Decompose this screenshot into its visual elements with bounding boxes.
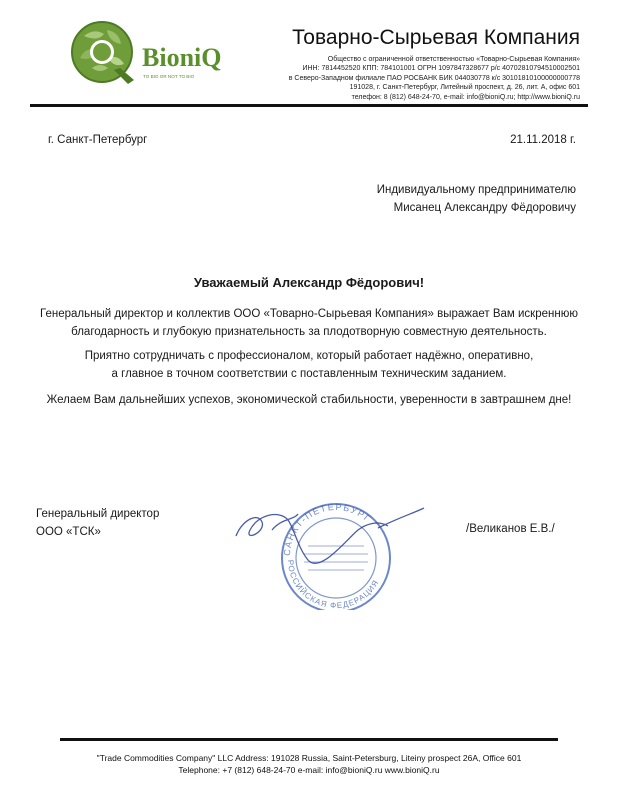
company-name: Товарно-Сырьевая Компания: [292, 26, 580, 49]
company-details: [289, 55, 580, 102]
logo-wordmark: BioniQ: [142, 43, 222, 72]
paragraph-line: Желаем Вам дальнейших успехов, экономической стабильности, уверенности в завтрашнем дне!: [46, 394, 572, 406]
signatory-company: ООО «ТСК»: [36, 526, 101, 538]
signatory-title: [36, 505, 159, 541]
recipient-line: Мисанец Александру Фёдоровичу: [393, 202, 576, 214]
letter-paragraph: [30, 347, 588, 383]
footer-divider: [60, 738, 558, 741]
letter-date: 21.11.2018 г.: [510, 134, 576, 146]
signatory-position: Генеральный директор: [36, 508, 160, 520]
leaf-q-icon: [72, 22, 134, 84]
recipient-block: [377, 181, 576, 217]
recipient-line: Индивидуальному предпринимателю: [376, 184, 576, 196]
letter-city: г. Санкт-Петербург: [48, 134, 148, 146]
header-divider: [30, 104, 588, 107]
company-details-line: в Северо-Западном филиале ПАО РОСБАНК БИК 044030778 к/с 30101810100000000778: [288, 74, 580, 82]
company-details-line: телефон: 8 (812) 648-24-70, e-mail: info@bioniQ.ru; http://www.bioniQ.ru: [351, 93, 580, 101]
company-details-line: Общество с ограниченной ответственностью «Товарно-Сырьевая Компания»: [327, 56, 580, 63]
footer-contacts: Telephone: +7 (812) 648-24-70 e-mail: info@bioniQ.ru www.bioniQ.ru: [178, 765, 440, 775]
logo-tagline: TO BIO OR NOT TO BIO: [143, 74, 195, 79]
company-stamp: [228, 490, 428, 610]
letter-footer: [0, 752, 618, 776]
paragraph-line: а главное в точном соответствии с поставленным техническим заданием.: [111, 368, 507, 380]
company-details-line: ИНН: 7814452520 КПП: 784101001 ОГРН 1097847328677 р/с 40702810794510002501: [302, 65, 580, 73]
footer-address: "Trade Commodities Company" LLC Address: 191028 Russia, Saint-Petersburg, Liteiny prospect 26A, Office 601: [96, 753, 522, 763]
letter-paragraph: [30, 391, 588, 409]
paragraph-line: Генеральный директор и коллектив ООО «Товарно-Сырьевая Компания» выражает Вам искреннюю: [40, 308, 578, 320]
signatory-name: /Великанов Е.В./: [466, 523, 555, 535]
company-details-line: 191028, г. Санкт-Петербург, Литейный проспект, д. 26, лит. А, офис 601: [349, 84, 580, 92]
letter-paragraph: [30, 305, 588, 341]
handwritten-signature: [236, 508, 424, 563]
letter-greeting: Уважаемый Александр Фёдорович!: [193, 275, 425, 290]
paragraph-line: Приятно сотрудничать с профессионалом, который работает надёжно, оперативно,: [84, 350, 534, 362]
paragraph-line: благодарность и глубокую признательность за плодотворную совместную деятельность.: [71, 326, 547, 338]
stamp-text-bottom: РОССИЙСКАЯ ФЕДЕРАЦИЯ: [285, 559, 381, 610]
stamp-text-top: САНКТ-ПЕТЕРБУРГ: [281, 501, 374, 557]
company-logo: [62, 14, 242, 94]
